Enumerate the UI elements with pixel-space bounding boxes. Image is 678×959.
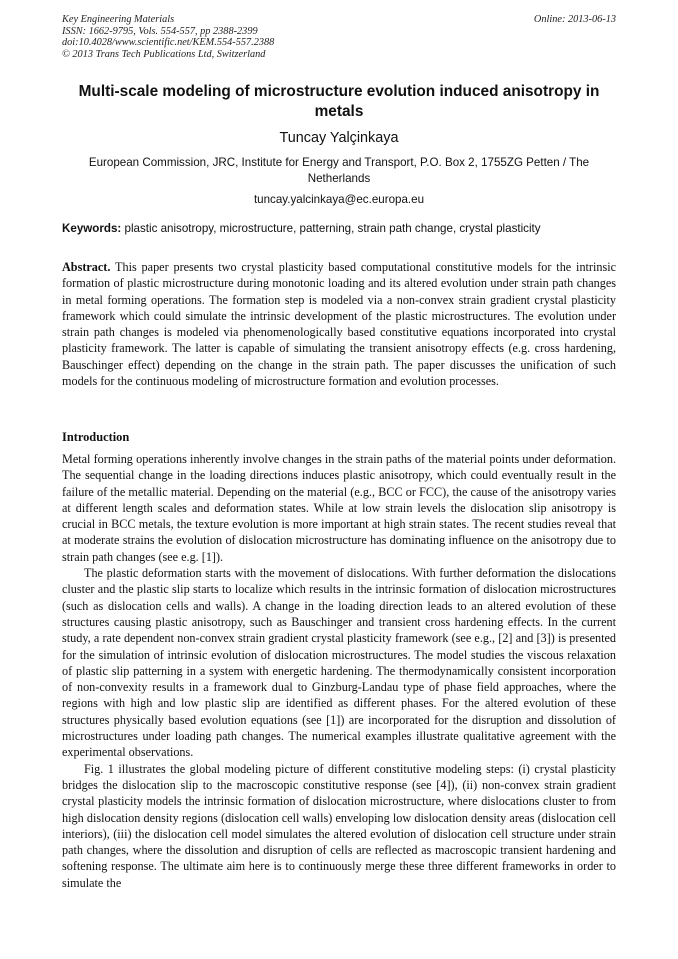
keywords: [62, 221, 622, 236]
author-email: tuncay.yalcinkaya@ec.europa.eu: [253, 193, 425, 206]
section-heading-introduction: Introduction: [62, 430, 130, 444]
intro-paragraph: Metal forming operations inherently involve changes in the strain paths of the material points under deformation. The sequential change in the loading directions induces plastic anisotropy, which could eventually result in the failure of the metallic material. Depending on the material (e.g., BCC or FCC), the cause of the anisotropy varies at different length scales and deformation states. While at low strain levels the dislocation slip anisotropy is crucial in BCC metals, the texture evolution is more important at high strain states. The recent studies reveal that at moderate strains the evolution of dislocation microstructure has dominating influence on the anisotropy due to strain path changes (see e.g. [1]).: [62, 452, 616, 564]
abstract-text: This paper presents two crystal plasticity based computational constitutive models for the intrinsic formation of plastic microstructure during monotonic loading and its altered evolution under strain path changes in metal forming operations. The formation step is modeled via a non-convex strain gradient crystal plasticity framework which could simulate the intrinsic development of the plastic microstructures. The evolution under strain path changes is modeled via phenomenologically based constitutive equations incorporated into crystal plasticity framework. The latter is capable of simulating the transient anisotropy effects (e.g. cross hardening, Bauschinger effect) depending on the change in the strain path. The paper discusses the unification of such models for the continuous modeling of microstructure formation and evolution processes.: [62, 260, 616, 389]
journal-name: Key Engineering Materials: [62, 14, 175, 25]
online-date: Online: 2013-06-13: [533, 14, 616, 25]
issn-line: ISSN: 1662-9795, Vols. 554-557, pp 2388-2399: [62, 25, 258, 37]
author-name: Tuncay Yalçinkaya: [279, 130, 399, 146]
abstract: [62, 259, 616, 389]
intro-paragraph: Fig. 1 illustrates the global modeling picture of different constitutive modeling steps: (i) crystal plasticity bridges the dislocation slip to the macroscopic constitutive response (see [4]), (ii) non-convex strain gradient crystal plasticity models the intrinsic formation of dislocation microstructure, where dislocations cluster to from high dislocation density regions (dislocation cell walls) enveloping low dislocation density areas (dislocation cell interiors), (iii) the dislocation cell model simulates the altered evolution of dislocation cell structure under strain path changes, where the dissolution and disruption of cells are reflected as macroscopic transient hardening and softening response. The ultimate aim here is to continuously merge these three different frameworks in order to simulate the: [62, 761, 616, 890]
doi-line: doi:10.4028/www.scientific.net/KEM.554-557.2388: [62, 37, 275, 49]
author-affiliation: European Commission, JRC, Institute for Energy and Transport, P.O. Box 2, 1755ZG Petten / The Netherlands: [88, 156, 590, 185]
introduction-body: [62, 451, 616, 891]
copyright-line: © 2013 Trans Tech Publications Ltd, Switzerland: [62, 48, 266, 60]
intro-paragraph: The plastic deformation starts with the movement of dislocations. With further deformation the dislocations cluster and the plastic slip starts to localize which results in the intrinsic formation of dislocation microstructures (such as dislocation cells and walls). A change in the loading direction leads to an altered evolution of these structures causing plastic anisotropy, such as Bauschinger and transient cross hardening effects. In the current study, a rate dependent non-convex strain gradient crystal plasticity framework (see e.g., [2] and [3]) is presented for the simulation of intrinsic evolution of dislocation microstructures. The model studies the viscous relaxation of plastic slip patterning in a system with energetic hardening. The thermodynamically consistent incorporation of non-convexity results in a framework dual to Ginzburg-Landau type of phase field approaches, where the regions with high and low plastic slip are identified as different phases. For the altered evolution of these structures physically based evolution equations (see [1]) are incorporated for the disruption and dissolution of microstructures under loading path changes. The numerical examples illustrate qualitative agreement with the experimental observations.: [62, 566, 616, 760]
abstract-label: Abstract.: [62, 260, 111, 274]
paper-title: Multi-scale modeling of microstructure evolution induced anisotropy in metals: [78, 83, 600, 120]
keywords-text: plastic anisotropy, microstructure, patterning, strain path change, crystal plasticity: [121, 222, 541, 235]
keywords-label: Keywords:: [62, 222, 122, 235]
journal-header: [62, 14, 616, 60]
